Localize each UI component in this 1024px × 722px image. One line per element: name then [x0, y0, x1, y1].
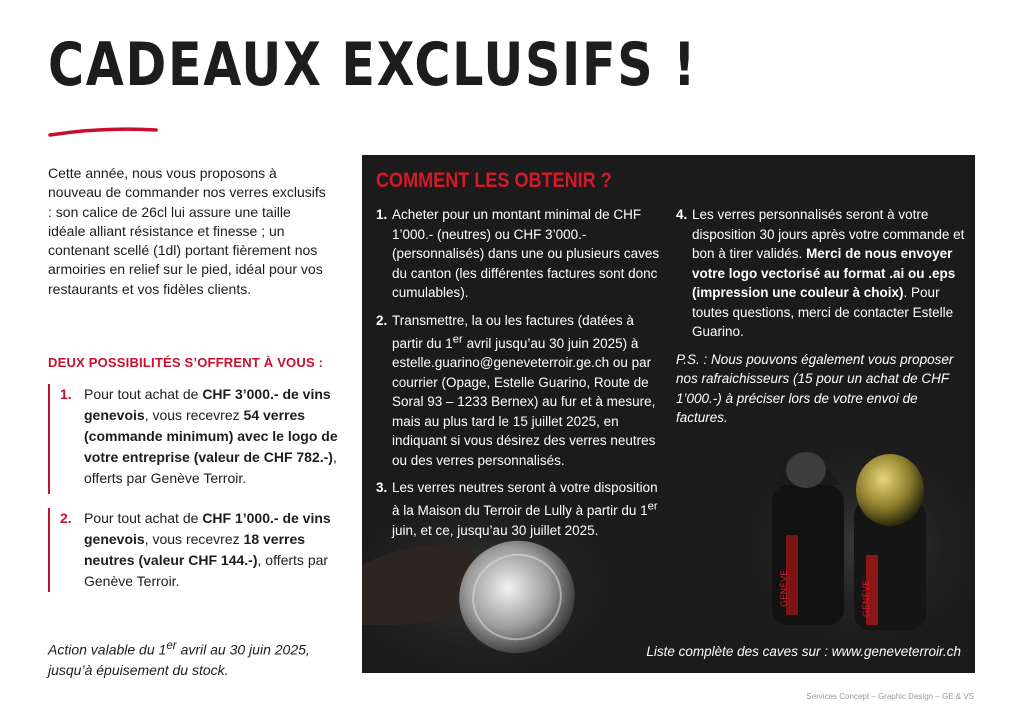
option-text: Pour tout achat de CHF 3’000.- de vins genevois, vous recevrez 54 verres (commande minimum) avec le logo de votre entreprise (valeur de CHF 782.-), offerts par Genève Terroir.	[84, 386, 338, 486]
option-2	[48, 508, 338, 592]
steps-column-right	[676, 205, 966, 428]
step-text: Acheter pour un montant minimal de CHF 1’000.- (neutres) ou CHF 3’000.- (personnalisés) dans une ou plusieurs caves du canton (les différentes factures sont donc cumulables).	[392, 207, 660, 300]
step-number: 1.	[376, 207, 388, 222]
step-2	[376, 311, 666, 471]
step-number: 2.	[376, 312, 388, 328]
option-text: Pour tout achat de CHF 1’000.- de vins genevois, vous recevrez 18 verres neutres (valeur CHF 144.-), offerts par Genève Terroir.	[84, 510, 331, 589]
step-text: Les verres neutres seront à votre disposition à la Maison du Terroir de Lully à partir du 1er juin, et ce, jusqu’au 30 juillet 2025.	[392, 480, 658, 538]
option-number: 1.	[60, 386, 72, 402]
cooler-sleeve-label	[757, 517, 897, 617]
how-to-obtain-panel	[362, 155, 975, 673]
intro-paragraph: Cette année, nous vous proposons à nouveau de commander nos verres exclusifs : son calice de 26cl lui assure une taille idéale alliant résistance et finesse ; un contenant scellé (1dl) portant fièrement nos armoiries en relief sur le pied, idéal pour vos restaurants et vos fidèles clients.	[48, 165, 326, 297]
option-number: 2.	[60, 510, 72, 526]
step-number: 3.	[376, 480, 388, 495]
step-text: Les verres personnalisés seront à votre disposition 30 jours après votre commande et bon à tirer validés. Merci de nous envoyer votre logo vectorisé au format .ai ou .eps (impression une couleur à choix). Pour toutes questions, merci de contacter Estelle Guarino.	[692, 207, 965, 339]
step-4	[676, 205, 966, 342]
producers-list-note: Liste complète des caves sur : www.geneveterroir.ch	[646, 644, 961, 659]
postscript-note: P.S. : Nous pouvons également vous proposer nos rafraichisseurs (15 pour un achat de CHF 1’000.-) à préciser lors de votre envoi de factures.	[676, 351, 954, 425]
validity-note: Action valable du 1er avril au 30 juin 2025, jusqu’à épuisement du stock.	[48, 639, 310, 678]
panel-heading: COMMENT LES OBTENIR ?	[376, 169, 612, 192]
step-number: 4.	[676, 207, 688, 222]
svg-text:GENÈVE: GENÈVE	[862, 580, 872, 617]
title-underline-decoration	[48, 126, 158, 138]
option-1	[48, 384, 338, 494]
steps-column-left	[376, 205, 666, 548]
step-1	[376, 205, 666, 303]
step-3	[376, 478, 666, 540]
step-text: Transmettre, la ou les factures (datées à partir du 1er avril jusqu’au 30 juin 2025) à estelle.guarino@geneveterroir.ge.ch ou par courrier (Opage, Estelle Guarino, Route de Soral 93 – 1233 Bernex) au fur et à mesure, mais au plus tard le 15 juillet 2025, en indiquant si vous désirez des verres neutres ou des verres personnalisés.	[392, 312, 656, 468]
credit-line: Services Concept – Graphic Design – GE & VS	[806, 692, 974, 701]
svg-text:GENÈVE: GENÈVE	[780, 570, 790, 607]
options-heading: DEUX POSSIBILITÉS S’OFFRENT À VOUS :	[48, 355, 324, 370]
page-title: CADEAUX EXCLUSIFS !	[48, 30, 698, 100]
